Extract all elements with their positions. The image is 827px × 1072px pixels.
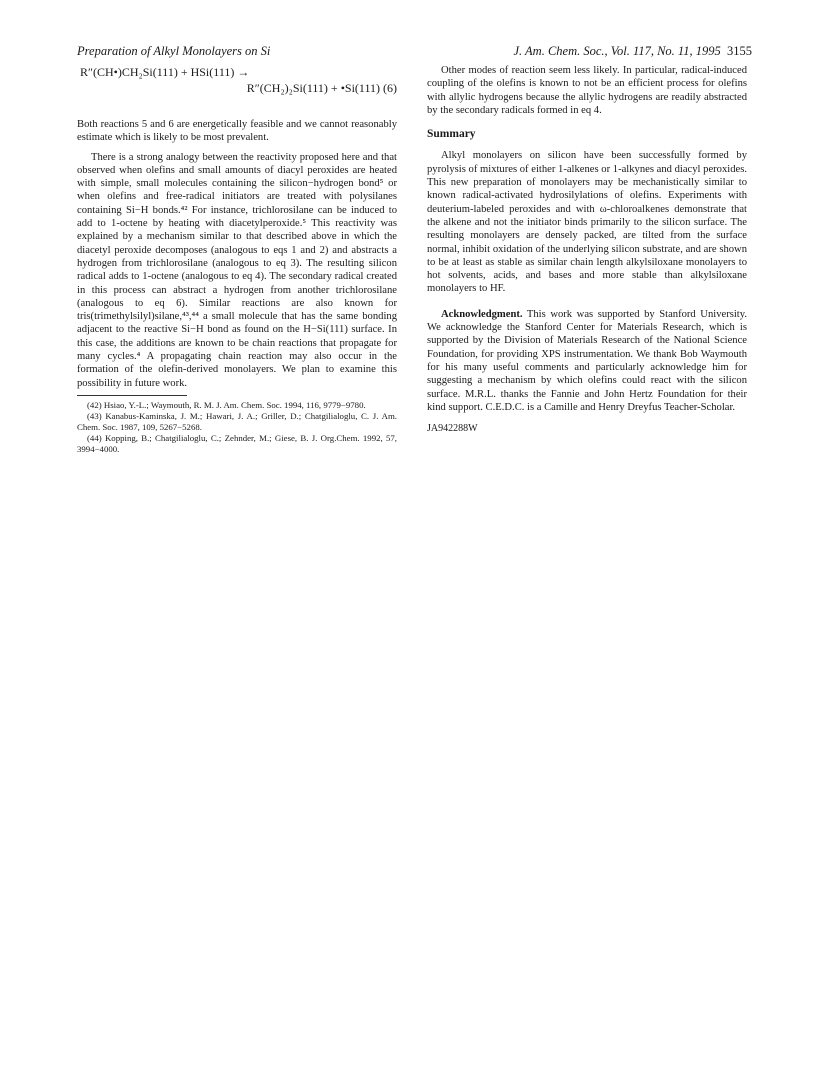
reference-item: (44) Kopping, B.; Chatgilialoglu, C.; Zehnder, M.; Giese, B. J. Org.Chem. 1992, 57, 3994−4000. [77,432,397,454]
footnote-rule [77,395,187,396]
left-column [77,64,397,455]
acknowledgment-text: This work was supported by Stanford University. We acknowledge the Stanford Center for Materials Research, which is supported by the Division of Materials Research of the National Science Foundation, for providing XPS instrumentation. We thank Bob Waymouth for his many useful comments and particularly acknowledge him for suggesting a mechanism by which olefins could react with the silicon surface. M.R.L. thanks the Fannie and John Hertz Foundation for their kind support. C.E.D.C. is a Camille and Henry Dreyfus Teacher-Scholar. [427,308,747,413]
body-paragraph: Other modes of reaction seem less likely. In particular, radical-induced coupling of the olefins is known to not be an efficient process for olefins with allylic hydrogens because the allylic hydrogens are readily abstracted by the secondary radicals formed in eq 4. [427,65,747,116]
body-paragraph: There is a strong analogy between the reactivity proposed here and that observed when olefins and small amounts of diacyl peroxides are heated with simple, small molecules containing the silicon−hydrogen bond⁵ or when olefins and free-radical initiators are treated with polysilanes containing Si−H bonds.⁴² For instance, trichlorosilane can be induced to add to 1-octene by heating with diacetylperoxide.⁵ This reactivity was explained by a mechanism similar to that described above in which the diacetyl peroxide decomposes (analogous to eqs 1 and 2) and abstracts a hydrogen from trichlorosilane (analogous to eq 3). The resulting silicon radical adds to 1-octene (analogous to eq 4). The secondary radical created in this process can abstract a hydrogen from another trichlorosilane (analogous to eq 6). Similar reactions are also known for tris(trimethylsilyl)silane,⁴³,⁴⁴ a small molecule that has the same bonding adjacent to the reactive Si−H bond as found on the H−Si(111) surface. In this case, the additions are known to be chain reactions that propagate for many cycles.⁴ A propagating chain reaction may also occur in the formation of the olefin-derived monolayers. We plan to examine this possibility in future work. [77,151,397,389]
running-title: Preparation of Alkyl Monolayers on Si [77,44,271,58]
reference-item: (42) Hsiao, Y.-L.; Waymouth, R. M. J. Am. Chem. Soc. 1994, 116, 9779−9780. [87,399,366,410]
page-number: 3155 [727,44,752,58]
right-column [427,64,747,435]
summary-heading: Summary [427,128,476,141]
equation-6-line-1: R″(CH•)CH₂Si(111) + HSi(111) → [80,65,250,79]
body-paragraph: Both reactions 5 and 6 are energetically feasible and we cannot reasonably estimate which is likely to be most prevalent. [77,119,397,144]
acknowledgment-paragraph [427,308,747,414]
journal-volume: Vol. 117, No. 11, 1995 [610,44,721,58]
journal-citation-header [513,44,752,59]
reference-list [77,400,397,455]
acknowledgment-heading: Acknowledgment. [441,308,523,320]
journal-name: J. Am. Chem. Soc., [513,44,608,58]
reference-item: (43) Kanabus-Kaminska, J. M.; Hawari, J. A.; Griller, D.; Chatgilialoglu, C. J. Am. Chem. Soc. 1987, 109, 5267−5268. [77,410,397,432]
equation-6 [77,64,397,96]
manuscript-id: JA942288W [427,423,478,435]
equation-6-line-2: R″(CH₂)₂Si(111) + •Si(111) (6) [246,81,397,95]
summary-paragraph: Alkyl monolayers on silicon have been successfully formed by pyrolysis of mixtures of either 1-alkenes or 1-alkynes and diacyl peroxides. This new preparation of monolayers may be mechanistically similar to known radical-activated hydrosilylations of olefins. Experiments with deuterium-labeled peroxides and with ω-chloroalkenes demonstrate that the alkene and not the initiator binds primarily to the silicon surface. The resulting monolayers are densely packed, are tilted from the surface normal, inhibit oxidation of the underlying silicon substrate, and are shown to be at least as stable as similar chain length alkylsiloxane monolayers to hot solvents, acids, and bases and more stable than alkylsiloxane monolayers to HF. [427,150,747,295]
